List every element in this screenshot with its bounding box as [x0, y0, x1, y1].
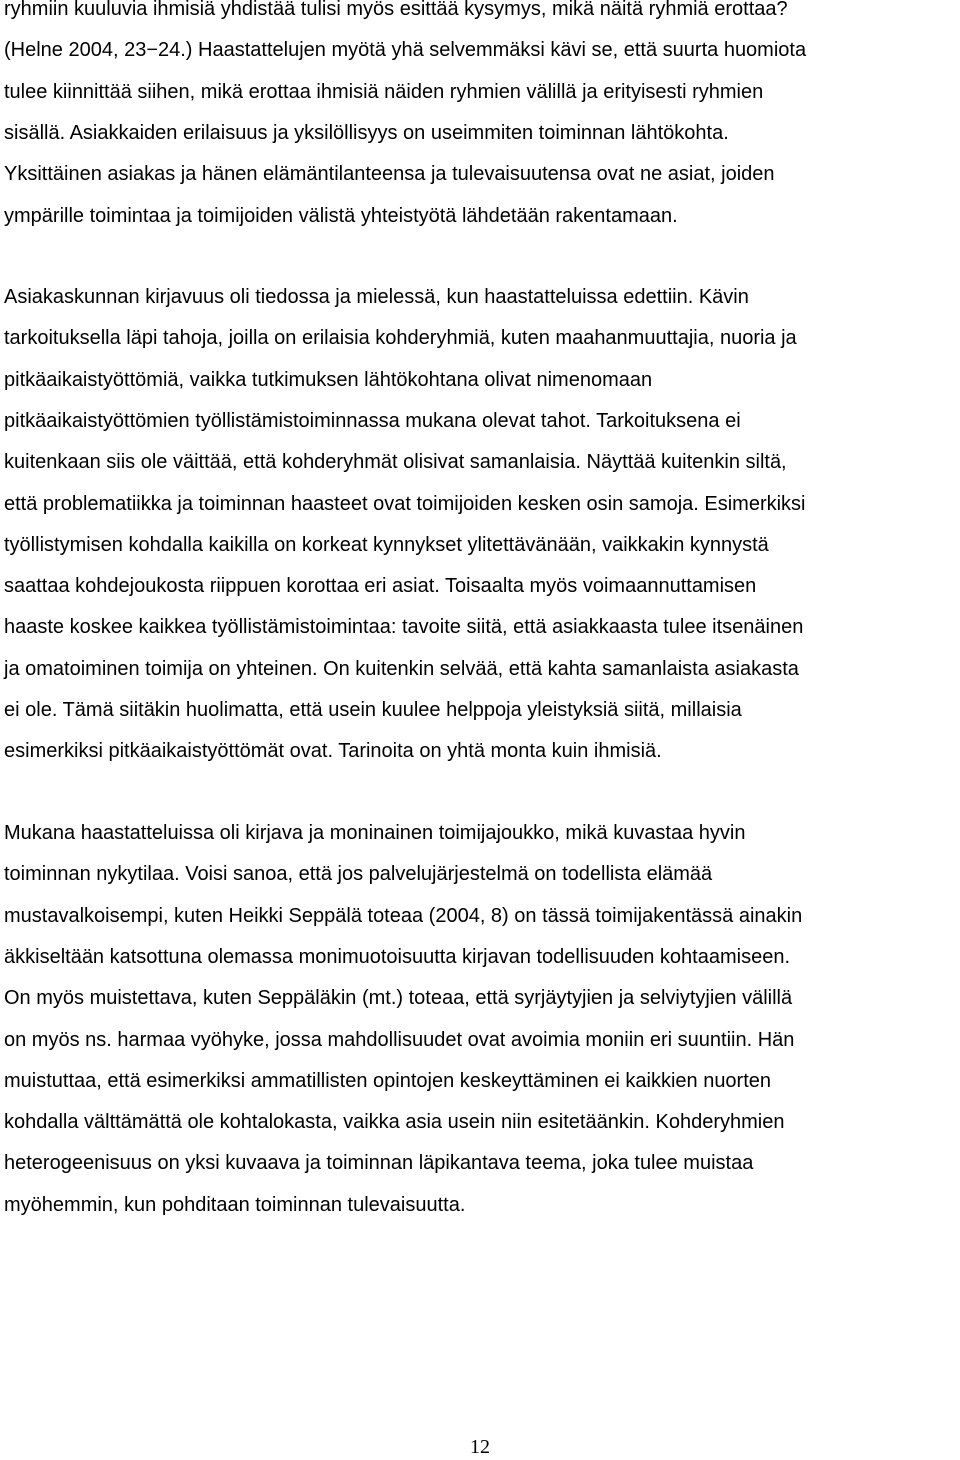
text-line: On myös muistettava, kuten Seppäläkin (mt.) toteaa, että syrjäytyjien ja selviytyjien välillä [4, 987, 793, 1010]
text-line: esimerkiksi pitkäaikaistyöttömät ovat. Tarinoita on yhtä monta kuin ihmisiä. [4, 740, 662, 763]
text-line: Mukana haastatteluissa oli kirjava ja moninainen toimijajoukko, mikä kuvastaa hyvin [4, 822, 746, 844]
text-line: kohdalla välttämättä ole kohtalokasta, vaikka asia usein niin esitetäänkin. Kohderyhmien [4, 1111, 785, 1134]
text-line: ei ole. Tämä siitäkin huolimatta, että usein kuulee helppoja yleistyksiä siitä, millaisia [4, 699, 742, 721]
text-line: ympärille toimintaa ja toimijoiden välistä yhteistyötä lähdetään rakentamaan. [4, 204, 678, 227]
text-line: Yksittäinen asiakas ja hänen elämäntilanteensa ja tulevaisuutensa ovat ne asiat, joiden [4, 163, 775, 186]
text-line: haaste koskee kaikkea työllistämistoimintaa: tavoite siitä, että asiakkaasta tulee itsenäinen [4, 616, 804, 639]
text-line: tarkoituksella läpi tahoja, joilla on erilaisia kohderyhmiä, kuten maahanmuuttajia, nuoria ja [4, 327, 797, 350]
text-line: on myös ns. harmaa vyöhyke, jossa mahdollisuudet ovat avoimia moniin eri suuntiin. Hän [4, 1028, 795, 1051]
text-line: äkkiseltään katsottuna olemassa monimuotoisuutta kirjavan todellisuuden kohtaamiseen. [4, 945, 791, 968]
text-line: muistuttaa, että esimerkiksi ammatillisten opintojen keskeyttäminen ei kaikkien nuorten [4, 1069, 772, 1092]
text-line: kuitenkaan siis ole väittää, että kohderyhmät olisivat samanlaisia. Näyttää kuitenkin siltä, [4, 451, 787, 474]
text-line: tulee kiinnittää siihen, mikä erottaa ihmisiä näiden ryhmien välillä ja erityisesti ryhmien [4, 80, 764, 103]
text-line: toiminnan nykytilaa. Voisi sanoa, että jos palvelujärjestelmä on todellista elämää [4, 863, 713, 886]
text-line: (Helne 2004, 23−24.) Haastattelujen myötä yhä selvemmäksi kävi se, että suurta huomiota [4, 39, 807, 62]
text-line: sisällä. Asiakkaiden erilaisuus ja yksilöllisyys on useimmiten toiminnan lähtökohta. [4, 121, 729, 144]
text-line: Asiakaskunnan kirjavuus oli tiedossa ja mielessä, kun haastatteluissa edettiin. Kävin [4, 286, 749, 308]
text-line: ja omatoiminen toimija on yhteinen. On kuitenkin selvää, että kahta samanlaista asiakasta [4, 657, 799, 680]
text-line: pitkäaikaistyöttömien työllistämistoiminnassa mukana olevat tahot. Tarkoituksena ei [4, 409, 741, 432]
page-number: 12 [470, 1436, 490, 1458]
text-line: heterogeenisuus on yksi kuvaava ja toiminnan läpikantava teema, joka tulee muistaa [4, 1152, 754, 1175]
text-line: saattaa kohdejoukosta riippuen korottaa eri asiat. Toisaalta myös voimaannuttamisen [4, 575, 757, 598]
text-line: ryhmiin kuuluvia ihmisiä yhdistää tulisi myös esittää kysymys, mikä näitä ryhmiä erottaa? [4, 0, 788, 20]
text-line: mustavalkoisempi, kuten Heikki Seppälä toteaa (2004, 8) on tässä toimijakentässä ainakin [4, 904, 803, 927]
text-line: myöhemmin, kun pohditaan toiminnan tulevaisuutta. [4, 1193, 466, 1216]
text-line: että problematiikka ja toiminnan haasteet ovat toimijoiden kesken osin samoja. Esimerkiksi [4, 492, 806, 515]
text-line: työllistymisen kohdalla kaikilla on korkeat kynnykset ylitettävänään, vaikkakin kynnystä [4, 533, 769, 556]
text-line: pitkäaikaistyöttömiä, vaikka tutkimuksen lähtökohtana olivat nimenomaan [4, 368, 653, 391]
